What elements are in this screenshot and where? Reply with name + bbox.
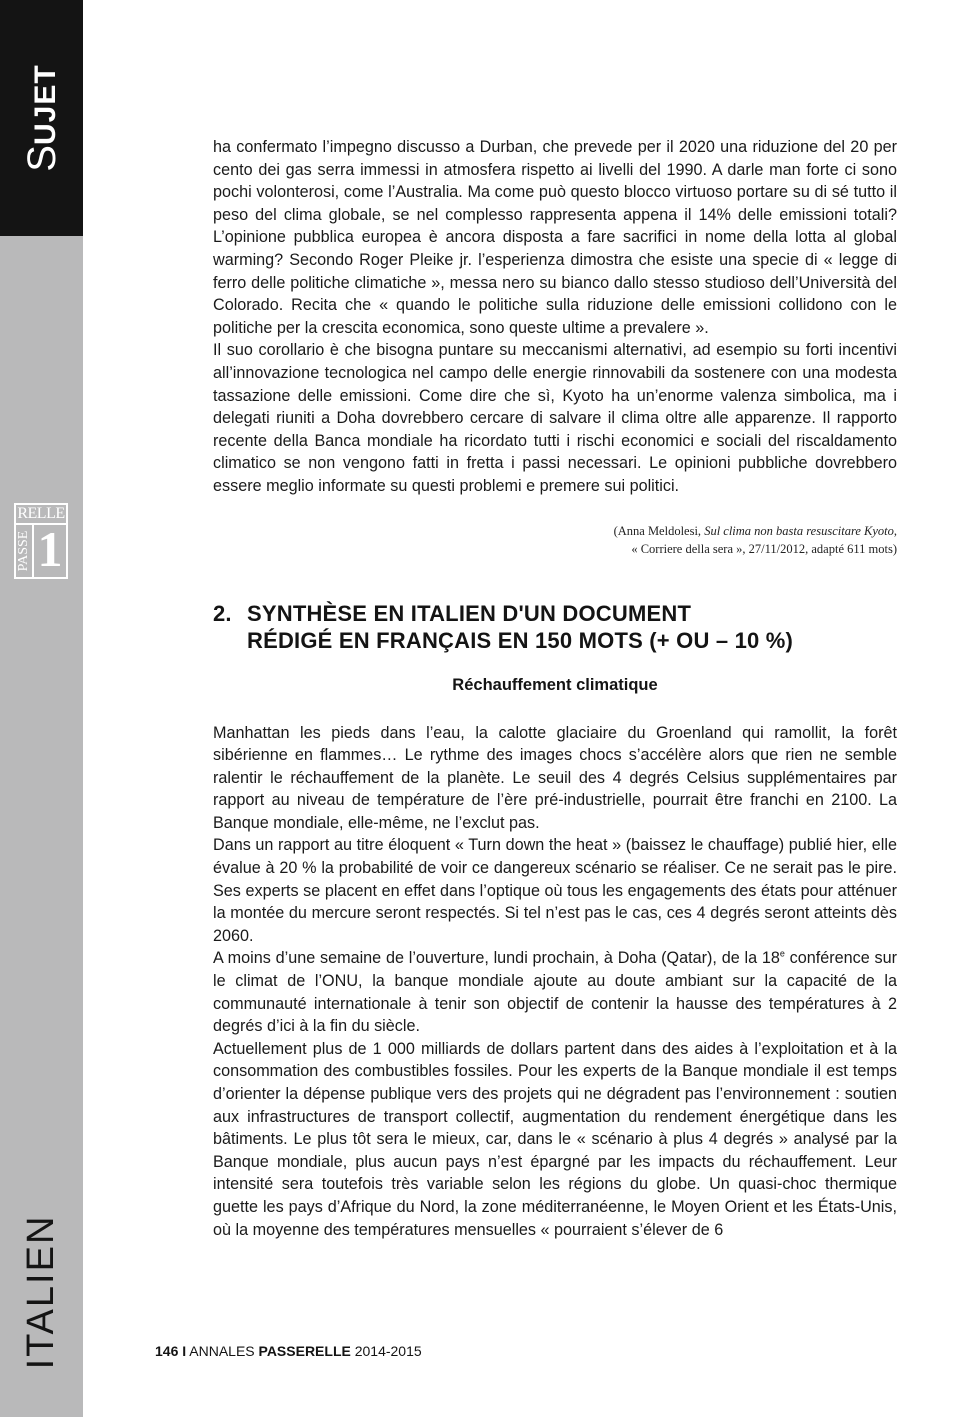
synthesis-paragraph-3: A moins d’une semaine de l’ouverture, lundi prochain, à Doha (Qatar), de la 18e conférence sur le climat de l’ONU, la banque mondiale ajoute au doute ambiant sur la capacité de la communauté internationale à tenir son objectif de contenir la hausse des températures à 2 degrés d’ici à la fin du siècle. <box>213 949 897 1036</box>
superscript: e <box>779 949 785 960</box>
synthesis-paragraph-2: Dans un rapport au titre éloquent « Turn down the heat » (baissez le chauffage) publié hier, elle évalue à 20 % la probabilité de voir ce dangereux scénario se réaliser. Ce ne serait pas le pire. Ses experts se placent en effet dans l’optique où tous les engagements des états pour atténuer la montée du mercure seront respectés. Si tel n’est pas le cas, ces 4 degrés seront atteints dès 2060. <box>213 836 897 945</box>
subject-label: ITALIEN <box>20 1214 62 1370</box>
synthesis-paragraph-4: Actuellement plus de 1 000 milliards de dollars partent dans des aides à l’exploitation et à la consommation des combustibles fossiles. Pour les experts de la Banque mondiale il est temps d’orienter la dépense publique vers des projets qui ne dégradent pas l’environnement : soutien aux infrastructures de transport collectif, augmentation du rendement énergétique dans les bâtiments. Le plus tôt sera le mieux, car, dans le « scénario à plus 4 degrés » analysé par la Banque mondiale, plus aucun pays n’est épargné par les impacts du réchauffement. Leur intensité sera toutefois très variable selon les régions du globe. Un quasi-choc thermique guette les pays d’Afrique du Nord, la zone méditerranéenne, le Moyen Orient et les États-Unis, où la moyenne des températures mensuelles « pourraient s’élever de 6 <box>213 1039 897 1239</box>
logo-side <box>16 525 34 577</box>
citation-author: (Anna Meldolesi, <box>613 523 705 538</box>
page-footer <box>155 1343 422 1359</box>
section-heading <box>213 600 897 654</box>
citation-line-1: (Anna Meldolesi, Sul clima non basta resuscitare Kyoto, <box>613 523 897 538</box>
citation-line-2: « Corriere della sera », 27/11/2012, adapté 611 mots) <box>631 541 897 556</box>
footer-separator: I <box>182 1343 187 1359</box>
citation-title: Sul clima non basta resuscitare Kyoto <box>704 523 894 538</box>
page-number: 146 <box>155 1343 179 1359</box>
sidebar <box>0 0 83 1417</box>
logo-side-text: PASSE <box>16 530 31 572</box>
footer-annales: ANNALES <box>189 1343 255 1359</box>
section-label: SUJET <box>20 64 64 172</box>
footer-years: 2014-2015 <box>354 1343 422 1359</box>
synthesis-paragraph-1: Manhattan les pieds dans l’eau, la calotte glaciaire du Groenland qui ramollit, la forêt sibérienne en flammes… Le rythme des images chocs s’accélère alors que rien ne semble ralentir le réchauffement de la planète. Le seuil des 4 degrés Celsius supplémentaires par rapport au niveau de température de l’ère pré-industrielle, pourrait être franchi en 2100. La Banque mondiale, elle-même, ne l’exclut pas. <box>213 723 897 832</box>
article-paragraph-1: ha confermato l’impegno discusso a Durban, che prevede per il 2020 una riduzione del 20 per cento dei gas serra immessi in atmosfera rispetto ai livelli del 1990. A darle man forte ci sono pochi volonterosi, come l’Australia. Ma come può questo blocco virtuoso portare su di sé tutto il peso del clima globale, se nel complesso rappresenta appena il 14% delle emissioni totali? L’opinione pubblica europea è ancora disposta a fare sacrifici in nome della lotta al global warming? Secondo Roger Pleike jr. l’esperienza dimostra che esiste una specie di « legge di ferro delle politiche climatiche », messa nero su bianco dallo stesso studioso dell’Università del Colorado. Recita che « quando le politiche sulla riduzione delle emissioni collidono con le politiche per la crescita economica, sono queste ultime a prevalere ». <box>213 138 897 337</box>
logo-top-text: RELLE <box>16 505 66 525</box>
passerelle-logo <box>14 503 68 579</box>
sidebar-section-header <box>0 0 83 236</box>
footer-brand: PASSERELLE <box>258 1343 351 1359</box>
section-title-line-2: RÉDIGÉ EN FRANÇAIS EN 150 MOTS (+ OU – 10 %) <box>247 627 794 653</box>
logo-number: 1 <box>37 521 63 577</box>
section-heading-line-1 <box>213 600 897 627</box>
document-subtitle: Réchauffement climatique <box>452 675 658 694</box>
citation <box>213 522 897 558</box>
section-title-line-1: SYNTHÈSE EN ITALIEN D'UN DOCUMENT <box>247 600 692 626</box>
section-number: 2. <box>213 600 232 626</box>
article-paragraph-2: Il suo corollario è che bisogna puntare su meccanismi alternativi, ad esempio su forti incentivi all’innovazione tecnologica nel campo delle energie rinnovabili da sostenere con una modesta tassazione delle emissioni. Come dire che sì, Kyoto ha un’enorme valenza simbolica, ma i delegati riuniti a Doha dovrebbero cercare di salvare il clima oltre alle apparenze. Il rapporto recente della Banca mondiale ha ricordato tutti i rischi economici e sociali del riscaldamento climatico se non vengono fatti in fretta i passi necessari. Le opinioni pubbliche dovrebbero essere meglio informate su questi problemi e premere sui politici. <box>213 341 897 495</box>
page-content <box>213 136 897 1241</box>
